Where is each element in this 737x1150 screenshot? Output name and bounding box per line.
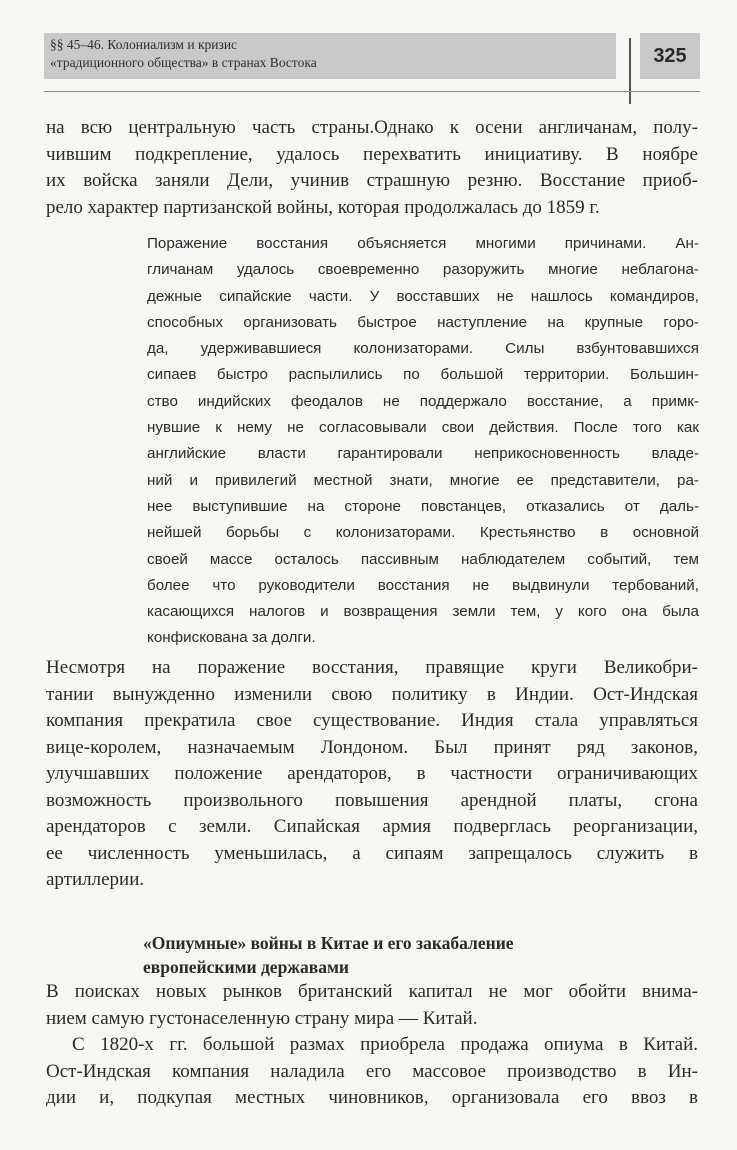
text-line: конфискована за долги. bbox=[147, 629, 316, 647]
paragraph-1 bbox=[46, 115, 698, 221]
text-line: дии и, подкупая местных чиновников, организовала его ввоз в bbox=[46, 1087, 698, 1108]
text-line: английские власти гарантировали неприкосновенность владе- bbox=[147, 445, 699, 463]
text-line: ний и привилегий местной знати, многие ее представители, ра- bbox=[147, 471, 699, 489]
paragraph-2 bbox=[46, 655, 698, 894]
text-line: Несмотря на поражение восстания, правящие круги Великобри- bbox=[46, 657, 698, 678]
running-header-line-2: «традиционного общества» в странах Востока bbox=[50, 55, 317, 70]
text-line: способных организовать быстрое наступление на крупные горо- bbox=[147, 313, 699, 331]
text-line: тании вынужденно изменили свою политику в Индии. Ост-Индская bbox=[46, 683, 698, 705]
text-line: арендаторов с земли. Сипайская армия подверглась реорганизации, bbox=[46, 816, 698, 837]
paragraph-4 bbox=[46, 1032, 698, 1112]
paragraph-3 bbox=[46, 979, 698, 1032]
heading-line: европейскими державами bbox=[143, 957, 349, 977]
text-line: улучшавших положение арендаторов, в частности ограничивающих bbox=[46, 763, 698, 784]
text-line: рело характер партизанской войны, которая продолжалась до 1859 г. bbox=[46, 196, 600, 218]
page-number-box bbox=[640, 33, 700, 79]
text-line: их войска заняли Дели, учинив страшную резню. Восстание приоб- bbox=[46, 170, 698, 191]
header-underline bbox=[44, 91, 700, 92]
text-line: вице-королем, назначаемым Лондоном. Был принят ряд законов, bbox=[46, 736, 698, 758]
heading-line: «Опиумные» войны в Китае и его закабаление bbox=[143, 933, 514, 953]
text-line: на всю центральную часть страны.Однако к осени англичанам, полу- bbox=[46, 117, 698, 138]
text-line: гличанам удалось своевременно разоружить многие неблагона- bbox=[147, 261, 699, 279]
inset-text-block bbox=[147, 231, 699, 652]
text-line: нейшей борьбы с колонизаторами. Крестьянство в основной bbox=[147, 524, 699, 542]
text-line: чившим подкрепление, удалось перехватить инициативу. В ноябре bbox=[46, 143, 698, 165]
text-line: более что руководители восстания не выдвинули тербований, bbox=[147, 576, 699, 594]
text-line: Ост-Индская компания наладила его массовое производство в Ин- bbox=[46, 1060, 698, 1082]
section-heading bbox=[143, 931, 663, 979]
text-line: ство индийских феодалов не поддержало восстание, а примк- bbox=[147, 392, 699, 410]
text-line: С 1820-х гг. большой размах приобрела продажа опиума в Китай. bbox=[72, 1034, 698, 1055]
header-divider bbox=[629, 38, 631, 104]
running-header-line-1: §§ 45–46. Колониализм и кризис bbox=[50, 37, 238, 52]
text-line: да, удерживавшиеся колонизаторами. Силы взбунтовавшихся bbox=[147, 340, 699, 358]
text-line: нее выступившие на стороне повстанцев, отказались от даль- bbox=[147, 497, 699, 515]
text-line: ее численность уменьшилась, а сипаям запрещалось служить в bbox=[46, 842, 698, 864]
text-line: нием самую густонаселенную страну мира — Китай. bbox=[46, 1007, 478, 1029]
running-header bbox=[50, 36, 610, 72]
text-line: сипаев быстро распылились по большой территории. Большин- bbox=[147, 366, 699, 384]
text-line: В поисках новых рынков британский капитал не мог обойти внима- bbox=[46, 981, 698, 1002]
text-line: своей массе осталось пассивным наблюдателем событий, тем bbox=[147, 550, 699, 568]
text-line: дежные сипайские части. У восставших не нашлось командиров, bbox=[147, 287, 699, 305]
text-line: компания прекратила свое существование. Индия стала управляться bbox=[46, 710, 698, 731]
page-number: 325 bbox=[653, 44, 687, 67]
text-line: нувшие к нему не согласовывали свои действия. После того как bbox=[147, 419, 699, 437]
text-line: касающихся налогов и возвращения земли тем, у кого она была bbox=[147, 603, 699, 621]
text-line: возможность произвольного повышения арендной платы, сгона bbox=[46, 789, 698, 811]
text-line: артиллерии. bbox=[46, 869, 145, 890]
text-line: Поражение восстания объясняется многими причинами. Ан- bbox=[147, 235, 699, 252]
